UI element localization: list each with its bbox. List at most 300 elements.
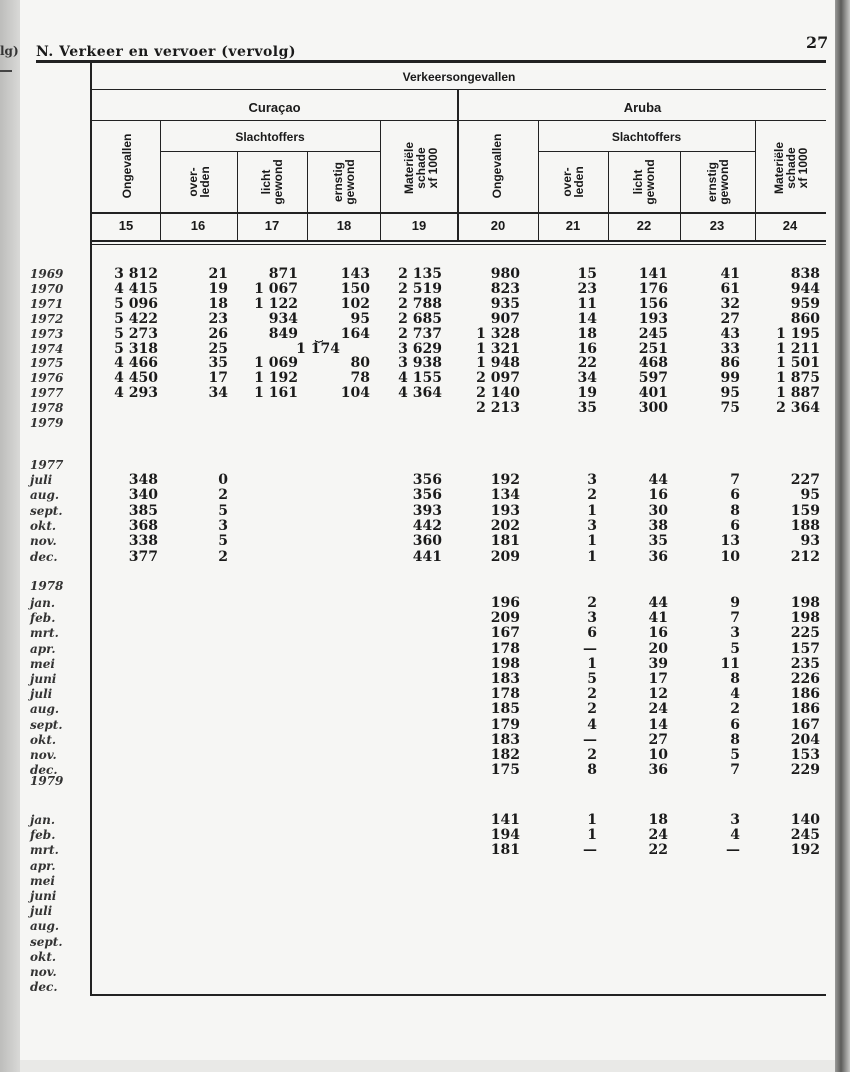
table-cell: 1 195 — [776, 325, 820, 342]
table-cell: 178 — [490, 686, 520, 703]
table-cell: 4 155 — [398, 370, 442, 387]
table-cell: 16 — [648, 487, 668, 504]
section-label: 1978 — [30, 579, 64, 593]
table-cell: 871 — [268, 266, 298, 282]
table-cell: 198 — [490, 655, 520, 672]
table-cell: 935 — [490, 295, 520, 312]
table-cell: 193 — [490, 502, 520, 519]
table-cell: 356 — [412, 487, 442, 504]
table-cell: 823 — [490, 280, 520, 297]
row-label: juni — [30, 672, 57, 686]
table-cell: 300 — [638, 400, 668, 417]
table-cell: 227 — [790, 472, 820, 488]
table-cell: 141 — [638, 266, 668, 282]
section-label: 1977 — [30, 458, 64, 472]
table-cell: 2 097 — [476, 370, 520, 387]
table-cell: 209 — [490, 548, 520, 565]
table-cell: 338 — [128, 533, 158, 550]
table-cell: 980 — [490, 266, 520, 282]
table-cell: 9 — [730, 595, 740, 611]
table-cell: 1 321 — [476, 340, 520, 357]
row-label: 1969 — [30, 267, 64, 281]
header-slachtoffers-curacao: Slachtoffers — [235, 130, 305, 144]
table-cell: 1 069 — [254, 355, 298, 372]
table-cell: 150 — [340, 280, 370, 297]
table-cell: 10 — [648, 747, 668, 763]
row-label: mrt. — [30, 843, 59, 858]
header-schade-curacao: Materiële schade xf 1000 — [402, 141, 440, 195]
table-cell: 5 318 — [114, 340, 158, 357]
header-overleden-curacao: over- leden — [186, 166, 212, 198]
table-cell: 44 — [648, 595, 668, 611]
row-label: apr. — [30, 858, 56, 873]
header-ernstig-gewond-aruba: ernstig gewond — [705, 159, 731, 205]
table-cell: 3 — [730, 812, 740, 828]
column-number: 18 — [336, 218, 352, 233]
table-cell: 235 — [790, 655, 820, 672]
header-ongevallen-aruba: Ongevallen — [490, 133, 504, 199]
table-cell: 35 — [648, 533, 668, 550]
table-cell: 8 — [587, 762, 597, 779]
table-cell: 153 — [790, 747, 820, 763]
table-cell: 30 — [648, 502, 668, 519]
table-cell: 3 — [587, 610, 597, 627]
table-cell: 13 — [720, 533, 740, 550]
header-rule — [92, 244, 826, 245]
table-cell: 1 — [587, 827, 597, 844]
previous-page-rule — [0, 70, 12, 72]
table-cell: 340 — [128, 487, 158, 504]
table-cell: 5 — [218, 502, 228, 519]
table-cell: 19 — [577, 385, 597, 402]
table-cell: 8 — [730, 502, 740, 519]
table-cell: 209 — [490, 610, 520, 627]
table-cell: 104 — [340, 385, 370, 402]
table-cell: 61 — [720, 280, 740, 297]
table-cell: 2 140 — [476, 385, 520, 402]
table-cell: 2 — [218, 487, 228, 504]
table-cell: 5 096 — [114, 295, 158, 312]
table-cell: 393 — [412, 502, 442, 519]
table-cell: 2 — [587, 747, 597, 763]
top-rule — [36, 60, 826, 63]
table-cell: 4 293 — [114, 385, 158, 402]
table-cell: 17 — [648, 671, 668, 687]
table-cell: 5 273 — [114, 325, 158, 342]
table-cell: 43 — [720, 325, 740, 342]
column-number: 20 — [490, 218, 506, 233]
previous-page-fragment: lg) — [0, 44, 19, 58]
table-cell: 368 — [128, 517, 158, 534]
table-cell: 134 — [490, 487, 520, 504]
table-cell: 193 — [638, 310, 668, 327]
table-cell: 80 — [350, 355, 370, 372]
table-cell: 3 — [218, 517, 228, 534]
header-verkeersongevallen: Verkeersongevallen — [402, 70, 516, 84]
table-cell: 225 — [790, 625, 820, 642]
table-cell: 229 — [790, 762, 820, 779]
table-cell: 34 — [208, 385, 228, 402]
table-cell: 7 — [730, 610, 740, 627]
table-cell: 2 213 — [476, 400, 520, 417]
table-cell: 24 — [648, 827, 668, 844]
table-cell: 2 737 — [398, 325, 442, 342]
header-overleden-aruba: over- leden — [560, 166, 586, 198]
table-cell: 183 — [490, 731, 520, 748]
header-divider — [680, 151, 681, 240]
table-cell: 5 — [218, 533, 228, 550]
row-label: mei — [30, 873, 55, 888]
table-cell: 25 — [208, 340, 228, 357]
row-label: feb. — [30, 828, 56, 843]
table-cell: 23 — [208, 310, 228, 327]
table-cell: 16 — [577, 340, 597, 357]
table-cell: 907 — [490, 310, 520, 327]
row-label: juli — [30, 473, 53, 487]
table-cell: 35 — [208, 355, 228, 372]
table-cell: 4 450 — [114, 370, 158, 387]
table-cell: 27 — [720, 310, 740, 327]
header-divider — [237, 151, 238, 240]
table-cell: 2 — [587, 686, 597, 703]
table-cell: 17 — [208, 370, 228, 387]
row-label: 1977 — [30, 386, 64, 401]
table-cell: 194 — [490, 827, 520, 844]
table-cell: 36 — [648, 762, 668, 779]
table-cell: 188 — [790, 517, 820, 534]
row-label: mei — [30, 656, 55, 671]
table-cell: 1 192 — [254, 370, 298, 387]
table-cell: 24 — [648, 701, 668, 718]
table-cell: 99 — [720, 370, 740, 387]
header-divider — [755, 121, 756, 240]
table-cell: 2 364 — [776, 400, 820, 417]
section-label: 1979 — [30, 774, 64, 788]
column-number: 17 — [264, 218, 280, 233]
table-cell: 1 — [587, 502, 597, 519]
table-cell: 156 — [638, 295, 668, 312]
table-cell: 41 — [720, 266, 740, 282]
table-cell: 18 — [208, 295, 228, 312]
column-number: 22 — [636, 218, 652, 233]
table-cell: 2 685 — [398, 310, 442, 327]
table-cell: 95 — [720, 385, 740, 402]
table-cell: 186 — [790, 701, 820, 718]
row-label: 1973 — [30, 326, 64, 341]
table-cell: 11 — [720, 655, 740, 672]
row-label: juli — [30, 687, 53, 702]
row-label: nov. — [30, 965, 57, 979]
table-cell: 6 — [587, 625, 597, 642]
table-cell: 179 — [490, 716, 520, 733]
table-cell: 12 — [648, 686, 668, 703]
row-label: feb. — [30, 611, 56, 626]
table-cell: 2 — [218, 548, 228, 565]
table-cell: 167 — [790, 716, 820, 733]
table-cell: 21 — [208, 266, 228, 282]
row-label: aug. — [30, 488, 60, 503]
table-cell: 6 — [730, 517, 740, 534]
page-edge — [835, 0, 850, 1072]
table-cell: 1 211 — [776, 340, 820, 357]
row-label: 1975 — [30, 356, 64, 371]
column-number: 24 — [782, 218, 798, 233]
table-cell: 385 — [128, 502, 158, 519]
table-cell: 15 — [577, 266, 597, 282]
row-label: nov. — [30, 534, 57, 549]
table-cell: 33 — [720, 340, 740, 357]
table-cell: 75 — [720, 400, 740, 417]
table-cell: 1 — [587, 548, 597, 565]
table-cell: 3 — [587, 517, 597, 534]
row-label: dec. — [30, 980, 58, 995]
table-cell: 86 — [720, 355, 740, 372]
table-cell: 204 — [790, 731, 820, 748]
column-number: 15 — [118, 218, 134, 233]
table-cell-combined: 1 174 — [296, 340, 340, 357]
table-cell: 18 — [577, 325, 597, 342]
table-cell: 1 948 — [476, 355, 520, 372]
table-cell: 245 — [790, 827, 820, 844]
row-label: juni — [30, 889, 57, 903]
table-cell: 34 — [577, 370, 597, 387]
bottom-rule — [92, 994, 826, 996]
table-cell: 22 — [648, 842, 668, 859]
table-cell: 360 — [412, 533, 442, 550]
table-cell: 2 — [587, 701, 597, 718]
table-cell: 4 466 — [114, 355, 158, 372]
table-cell: 245 — [638, 325, 668, 342]
row-label: sept. — [30, 503, 63, 518]
table-cell: 226 — [790, 671, 820, 687]
table-cell: 4 — [730, 686, 740, 703]
table-cell: 442 — [412, 517, 442, 534]
table-cell: 2 519 — [398, 280, 442, 297]
table-cell: 14 — [577, 310, 597, 327]
table-cell: 5 — [730, 747, 740, 763]
table-cell: 944 — [790, 280, 820, 297]
row-label: jan. — [30, 596, 56, 610]
table-cell: 1 067 — [254, 280, 298, 297]
column-number: 21 — [565, 218, 581, 233]
row-label: aug. — [30, 919, 60, 934]
table-cell: 3 629 — [398, 340, 442, 357]
table-cell: 212 — [790, 548, 820, 565]
header-ongevallen-curacao: Ongevallen — [120, 133, 134, 199]
column-number: 16 — [190, 218, 206, 233]
table-cell: 3 938 — [398, 355, 442, 372]
table-cell: 93 — [800, 533, 820, 550]
table-cell: 1 — [587, 655, 597, 672]
row-label: okt. — [30, 949, 57, 964]
table-cell: 7 — [730, 472, 740, 488]
table-cell: — — [583, 731, 597, 748]
table-cell: 1 — [587, 533, 597, 550]
table-cell: — — [583, 842, 597, 859]
table-cell: 18 — [648, 812, 668, 828]
column-number: 19 — [411, 218, 427, 233]
row-label: apr. — [30, 641, 56, 656]
table-cell: 468 — [638, 355, 668, 372]
header-rule — [92, 120, 826, 121]
table-cell: 597 — [638, 370, 668, 387]
row-label: aug. — [30, 702, 60, 717]
table-cell: 2 — [730, 701, 740, 718]
table-cell: 4 415 — [114, 280, 158, 297]
row-label: 1972 — [30, 311, 64, 326]
table-cell: 5 — [730, 640, 740, 657]
table-cell: 3 — [587, 472, 597, 488]
table-cell: 4 — [587, 716, 597, 733]
table-cell: 167 — [490, 625, 520, 642]
table-cell: 185 — [490, 701, 520, 718]
table-cell: 178 — [490, 640, 520, 657]
table-cell: 2 — [587, 595, 597, 611]
header-aruba: Aruba — [623, 100, 662, 115]
header-rule — [92, 240, 826, 242]
table-cell: 2 135 — [398, 266, 442, 282]
table-cell: 159 — [790, 502, 820, 519]
table-cell: 860 — [790, 310, 820, 327]
table-cell: 196 — [490, 595, 520, 611]
table-cell: 27 — [648, 731, 668, 748]
table-cell: — — [726, 842, 740, 859]
table-cell: 192 — [790, 842, 820, 859]
row-label: 1974 — [30, 341, 64, 356]
table-cell: 95 — [350, 310, 370, 327]
row-label: okt. — [30, 732, 57, 747]
table-cell: 182 — [490, 747, 520, 763]
table-cell: 39 — [648, 655, 668, 672]
row-label: 1976 — [30, 371, 64, 386]
table-cell: 1 328 — [476, 325, 520, 342]
table-cell: 11 — [577, 295, 597, 312]
table-cell: 959 — [790, 295, 820, 312]
table-cell: 1 — [587, 812, 597, 828]
table-cell: 6 — [730, 716, 740, 733]
row-label: 1978 — [30, 401, 64, 416]
table-cell: 102 — [340, 295, 370, 312]
table-cell: 3 — [730, 625, 740, 642]
table-cell: 35 — [577, 400, 597, 417]
table-cell: 441 — [412, 548, 442, 565]
table-cell: — — [583, 640, 597, 657]
table-cell: 44 — [648, 472, 668, 488]
table-cell: 1 161 — [254, 385, 298, 402]
table-cell: 186 — [790, 686, 820, 703]
table-cell: 251 — [638, 340, 668, 357]
table-cell: 143 — [340, 266, 370, 282]
table-cell: 4 364 — [398, 385, 442, 402]
table-cell: 176 — [638, 280, 668, 297]
row-label: nov. — [30, 748, 57, 762]
table-cell: 141 — [490, 812, 520, 828]
table-cell: 8 — [730, 671, 740, 687]
table-cell: 157 — [790, 640, 820, 657]
header-licht-gewond-aruba: licht gewond — [631, 159, 657, 205]
row-label: juli — [30, 904, 53, 919]
table-cell: 5 — [587, 671, 597, 687]
row-label: dec. — [30, 549, 58, 564]
row-label: 1979 — [30, 416, 64, 430]
table-cell: 10 — [720, 548, 740, 565]
table-cell: 934 — [268, 310, 298, 327]
table-cell: 202 — [490, 517, 520, 534]
table-cell: 20 — [648, 640, 668, 657]
table-cell: 6 — [730, 487, 740, 504]
table-cell: 3 812 — [114, 266, 158, 282]
table-cell: 8 — [730, 731, 740, 748]
book-binding — [0, 0, 20, 1072]
table-cell: 36 — [648, 548, 668, 565]
table-cell: 164 — [340, 325, 370, 342]
table-cell: 192 — [490, 472, 520, 488]
table-cell: 348 — [128, 472, 158, 488]
header-curacao: Curaçao — [248, 100, 301, 115]
table-cell: 1 501 — [776, 355, 820, 372]
table-cell: 181 — [490, 842, 520, 859]
table-cell: 5 422 — [114, 310, 158, 327]
header-schade-aruba: Materiële schade xf 1000 — [772, 141, 810, 195]
row-label: 1971 — [30, 296, 64, 311]
header-licht-gewond-curacao: licht gewond — [259, 159, 285, 205]
table-cell: 2 — [587, 487, 597, 504]
table-cell: 4 — [730, 827, 740, 844]
table-cell: 16 — [648, 625, 668, 642]
table-cell: 1 887 — [776, 385, 820, 402]
page-number: 27 — [806, 33, 829, 52]
header-ernstig-gewond-curacao: ernstig gewond — [331, 159, 357, 205]
table-cell: 32 — [720, 295, 740, 312]
header-divider — [307, 151, 308, 240]
table-cell: 140 — [790, 812, 820, 828]
row-label: 1970 — [30, 281, 64, 296]
brace-mark: ⏟ — [314, 326, 324, 343]
table-cell: 78 — [350, 370, 370, 387]
row-label: jan. — [30, 813, 56, 827]
table-cell: 14 — [648, 716, 668, 733]
table-cell: 181 — [490, 533, 520, 550]
table-cell: 401 — [638, 385, 668, 402]
table-cell: 175 — [490, 762, 520, 779]
page-title: N. Verkeer en vervoer (vervolg) — [36, 44, 297, 60]
row-label: okt. — [30, 518, 57, 533]
table-cell: 26 — [208, 325, 228, 342]
table-cell: 198 — [790, 595, 820, 611]
header-divider — [608, 151, 609, 240]
header-rule — [92, 89, 826, 90]
table-cell: 41 — [648, 610, 668, 627]
table-cell: 19 — [208, 280, 228, 297]
row-label: dec. — [30, 763, 58, 778]
table-cell: 22 — [577, 355, 597, 372]
table-cell: 183 — [490, 671, 520, 687]
table-cell: 356 — [412, 472, 442, 488]
table-cell: 1 875 — [776, 370, 820, 387]
table-cell: 2 788 — [398, 295, 442, 312]
table-cell: 23 — [577, 280, 597, 297]
row-label: sept. — [30, 934, 63, 949]
table-cell: 849 — [268, 325, 298, 342]
header-divider — [380, 121, 381, 240]
table-cell: 95 — [800, 487, 820, 504]
row-label: mrt. — [30, 626, 59, 641]
table-cell: 1 122 — [254, 295, 298, 312]
table-cell: 198 — [790, 610, 820, 627]
table-cell: 377 — [128, 548, 158, 565]
table-cell: 0 — [218, 472, 228, 488]
table-cell: 7 — [730, 762, 740, 779]
